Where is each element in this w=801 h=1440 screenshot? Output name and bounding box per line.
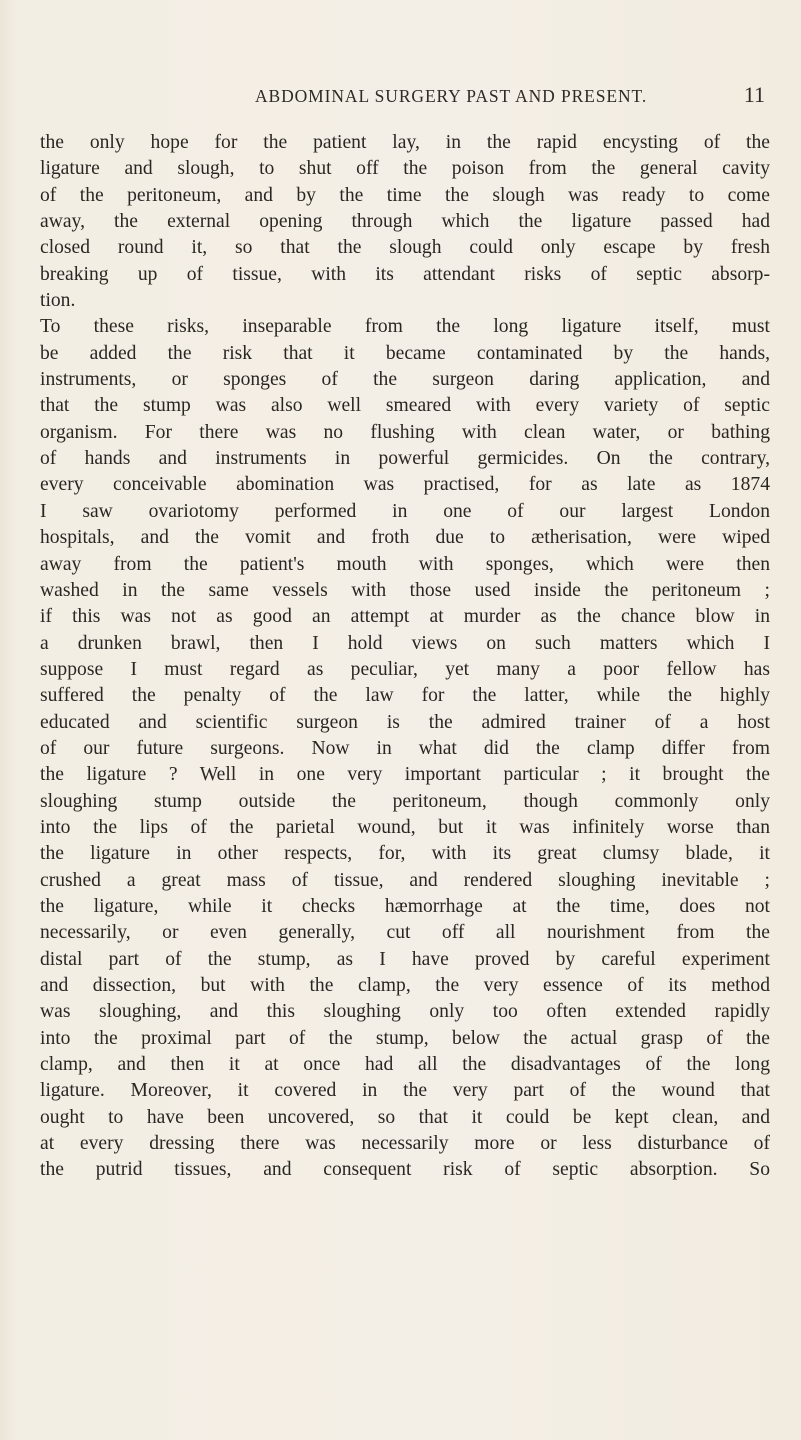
text-line: To these risks, inseparable from the long ligature itself, must [40, 316, 770, 338]
body-text [40, 130, 770, 1184]
text-line: the ligature in other respects, for, with its great clumsy blade, it [40, 843, 770, 865]
text-line: sloughing stump outside the peritoneum, though commonly only [40, 790, 770, 812]
text-line: of our future surgeons. Now in what did the clamp differ from [40, 737, 770, 759]
text-line: instruments, or sponges of the surgeon daring application, and [40, 369, 770, 391]
text-line: at every dressing there was necessarily more or less disturbance of [40, 1133, 770, 1155]
text-line: suffered the penalty of the law for the latter, while the highly [40, 685, 770, 707]
text-line: away, the external opening through which the ligature passed had [40, 211, 770, 233]
text-line: the ligature ? Well in one very important particular ; it brought the [40, 764, 770, 786]
text-line: and dissection, but with the clamp, the very essence of its method [40, 975, 770, 996]
text-line: distal part of the stump, as I have proved by careful experiment [40, 948, 770, 970]
text-line: every conceivable abomination was practised, for as late as 1874 [40, 474, 770, 496]
text-line: of hands and instruments in powerful germicides. On the contrary, [40, 448, 770, 470]
page-number: 11 [743, 82, 765, 107]
text-line: be added the risk that it became contaminated by the hands, [40, 342, 770, 364]
text-line: the only hope for the patient lay, in the rapid encysting of the [40, 132, 770, 153]
text-line: ought to have been uncovered, so that it could be kept clean, and [40, 1106, 770, 1128]
text-line: the putrid tissues, and consequent risk of septic absorption. So [40, 1159, 770, 1181]
running-head [255, 82, 765, 114]
text-line: tion. [40, 290, 76, 312]
text-line: organism. For there was no flushing with clean water, or bathing [40, 421, 770, 443]
text-line: crushed a great mass of tissue, and rendered sloughing inevitable ; [40, 869, 770, 891]
text-line: suppose I must regard as peculiar, yet many a poor fellow has [40, 658, 770, 680]
text-line: if this was not as good an attempt at murder as the chance blow in [40, 606, 770, 628]
text-line: of the peritoneum, and by the time the slough was ready to come [40, 184, 770, 206]
text-line: the ligature, while it checks hæmorrhage at the time, does not [40, 895, 770, 917]
running-title: ABDOMINAL SURGERY PAST AND PRESENT. [255, 86, 648, 106]
text-line: necessarily, or even generally, cut off all nourishment from the [40, 922, 770, 944]
text-line: ligature and slough, to shut off the poison from the general cavity [40, 158, 770, 180]
text-line: washed in the same vessels with those used inside the peritoneum ; [40, 579, 770, 601]
text-line: ligature. Moreover, it covered in the very part of the wound that [40, 1080, 770, 1102]
text-line: into the proximal part of the stump, below the actual grasp of the [40, 1027, 770, 1049]
text-line: I saw ovariotomy performed in one of our largest London [40, 500, 770, 522]
text-line: hospitals, and the vomit and froth due to ætherisation, were wiped [40, 527, 770, 549]
text-line: clamp, and then it at once had all the disadvantages of the long [40, 1054, 770, 1076]
text-line: closed round it, so that the slough could only escape by fresh [40, 237, 770, 259]
text-line: breaking up of tissue, with its attendant risks of septic absorp- [40, 263, 770, 285]
text-line: into the lips of the parietal wound, but it was infinitely worse than [40, 816, 770, 838]
text-line: was sloughing, and this sloughing only too often extended rapidly [40, 1001, 770, 1023]
text-line: educated and scientific surgeon is the admired trainer of a host [40, 711, 770, 733]
text-line: a drunken brawl, then I hold views on such matters which I [40, 632, 770, 654]
text-line: away from the patient's mouth with sponges, which were then [40, 553, 770, 575]
text-line: that the stump was also well smeared with every variety of septic [40, 395, 770, 417]
